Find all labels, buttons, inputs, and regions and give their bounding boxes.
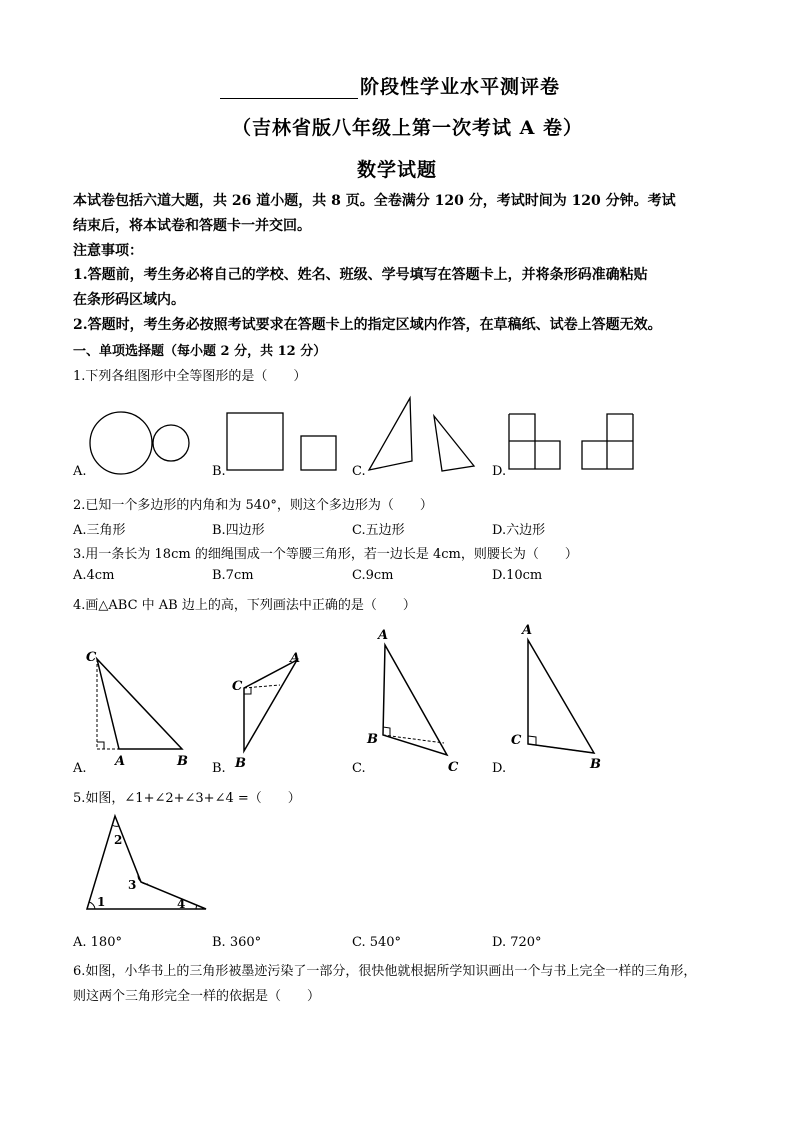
name-blank xyxy=(220,80,358,99)
q4a-label-b: B xyxy=(177,754,188,769)
q5-option-d[interactable]: D. 720° xyxy=(492,935,542,950)
q4-figure-a xyxy=(84,645,194,770)
q4a-label-a: A xyxy=(115,754,126,769)
q1-option-a[interactable]: A. xyxy=(73,464,87,479)
q1-figure-c xyxy=(364,396,484,474)
q3-option-a[interactable]: A.4cm xyxy=(73,568,115,583)
q4c-label-a: A xyxy=(378,628,389,643)
q4-figure-d xyxy=(508,620,618,772)
q4-option-c[interactable]: C. xyxy=(352,761,366,776)
q4a-label-c: C xyxy=(86,650,97,665)
exam-title xyxy=(220,72,560,99)
q5-option-b[interactable]: B. 360° xyxy=(212,935,262,950)
q3-stem: 3.用一条长为 18cm 的细绳围成一个等腰三角形，若一边长是 4cm，则腰长为（ ） xyxy=(73,547,578,562)
q4b-label-a: A xyxy=(290,651,301,666)
q1-option-c[interactable]: C. xyxy=(352,464,366,479)
q3-option-c[interactable]: C.9cm xyxy=(352,568,394,583)
q5-stem: 5.如图，∠1+∠2+∠3+∠4 =（ ） xyxy=(73,791,301,806)
q5-option-c[interactable]: C. 540° xyxy=(352,935,402,950)
q2-option-a[interactable]: A.三角形 xyxy=(73,523,126,538)
q4d-label-a: A xyxy=(522,623,533,638)
q2-option-d[interactable]: D.六边形 xyxy=(492,523,546,538)
note-1-line-2: 在条形码区域内。 xyxy=(73,292,185,308)
q4-option-b[interactable]: B. xyxy=(212,761,226,776)
q4c-label-c: C xyxy=(448,760,459,775)
intro-line-1: 本试卷包括六道大题，共 26 道小题，共 8 页。全卷满分 120 分，考试时间为 120 分钟。考试 xyxy=(73,193,676,209)
q4-option-a[interactable]: A. xyxy=(73,761,87,776)
q5-figure xyxy=(82,812,212,917)
note-1-line-1: 1.答题前，考生务必将自己的学校、姓名、班级、学号填写在答题卡上，并将条形码准确粘贴 xyxy=(73,267,648,283)
q2-option-c[interactable]: C.五边形 xyxy=(352,523,405,538)
q1-stem: 1.下列各组图形中全等图形的是（ ） xyxy=(73,369,307,384)
q3-option-b[interactable]: B.7cm xyxy=(212,568,254,583)
section-1-heading: 一、单项选择题（每小题 2 分，共 12 分） xyxy=(73,344,327,359)
q2-stem: 2.已知一个多边形的内角和为 540°，则这个多边形为（ ） xyxy=(73,498,433,513)
q6-stem-line-2: 则这两个三角形完全一样的依据是（ ） xyxy=(73,989,321,1004)
exam-subtitle: （吉林省版八年级上第一次考试 A 卷） xyxy=(232,117,583,139)
intro-line-2: 结束后，将本试卷和答题卡一并交回。 xyxy=(73,218,311,234)
q1-figure-d xyxy=(508,413,638,471)
q2-option-b[interactable]: B.四边形 xyxy=(212,523,265,538)
q1-option-d[interactable]: D. xyxy=(492,464,507,479)
q1-option-b[interactable]: B. xyxy=(212,464,226,479)
q4d-label-b: B xyxy=(590,757,601,772)
q4c-label-b: B xyxy=(367,732,378,747)
q1-figure-b xyxy=(226,412,346,472)
q5-angle-1: 1 xyxy=(97,895,106,909)
q6-stem-line-1: 6.如图，小华书上的三角形被墨迹污染了一部分，很快他就根据所学知识画出一个与书上完全一样的三角形， xyxy=(73,964,697,979)
q4-figure-c xyxy=(365,625,475,775)
q4-figure-b xyxy=(228,648,308,773)
exam-title-text: 阶段性学业水平测评卷 xyxy=(360,76,561,98)
q5-angle-2: 2 xyxy=(114,833,123,847)
q5-angle-4: 4 xyxy=(177,897,186,911)
subject-title: 数学试题 xyxy=(357,159,438,181)
note-2: 2.答题时，考生务必按照考试要求在答题卡上的指定区域内作答，在草稿纸、试卷上答题无效。 xyxy=(73,317,662,333)
q5-angle-3: 3 xyxy=(128,878,137,892)
q4-option-d[interactable]: D. xyxy=(492,761,507,776)
q4b-label-c: C xyxy=(232,679,243,694)
q5-option-a[interactable]: A. 180° xyxy=(73,935,122,950)
q1-figure-a xyxy=(88,410,198,480)
notice-title: 注意事项： xyxy=(73,243,143,259)
q4d-label-c: C xyxy=(511,733,522,748)
q4-stem: 4.画△ABC 中 AB 边上的高，下列画法中正确的是（ ） xyxy=(73,598,416,613)
q3-option-d[interactable]: D.10cm xyxy=(492,568,543,583)
q4b-label-b: B xyxy=(235,756,246,771)
